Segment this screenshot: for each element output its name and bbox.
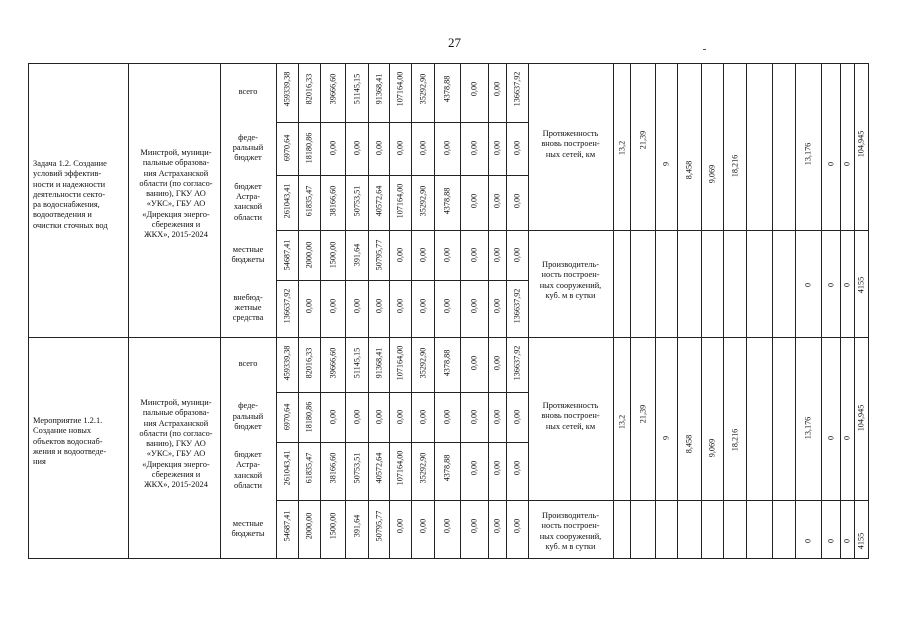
capacity-value: 4155 [856,276,866,294]
col-rule [488,337,489,558]
funding-value: 0,00 [328,409,337,425]
funding-value: 107164,00 [395,450,405,486]
budget-table [28,63,868,558]
length-value: 13,2 [617,414,626,430]
funding-value: 0,00 [512,409,522,425]
col-rule [821,63,822,337]
funding-value: 0,00 [469,81,479,97]
funding-category-vsego: всего [238,87,258,97]
funding-value: 82016,33 [304,73,314,105]
funding-value: 107164,00 [395,345,405,381]
funding-row-rule [276,122,528,123]
funding-value: 2000,00 [304,241,314,269]
col-rule [655,63,656,337]
indicator-divider [528,500,868,501]
funding-value: 40572,64 [374,185,383,217]
funding-value: 0,00 [374,409,383,425]
funding-value: 51145,15 [352,73,361,105]
funding-value: 0,00 [469,460,479,476]
indicator-divider [528,230,868,231]
funding-category-federal: феде- ральный бюджет [232,132,264,163]
funding-value: 0,00 [469,409,479,425]
funding-value: 0,00 [418,518,427,534]
col-rule [746,337,747,558]
funding-value: 0,00 [469,518,479,534]
funding-value: 50795,77 [374,239,383,271]
col-rule [528,337,529,558]
funding-value: 39666,60 [328,347,337,379]
col-rule [345,63,346,337]
indicator-length: Протяженность вновь построен- ных сетей, км [541,129,600,159]
col-rule [723,63,724,337]
col-rule [723,337,724,558]
col-rule [506,337,507,558]
funding-value: 0,00 [492,355,502,371]
funding-value: 0,00 [352,140,361,156]
funding-value: 6970,64 [282,134,292,162]
funding-value: 0,00 [492,193,502,209]
col-rule [128,63,129,337]
capacity-value: 0 [842,282,852,288]
funding-value: 61835,47 [304,452,314,484]
funding-value: 261043,41 [282,450,292,486]
funding-value: 54687,41 [282,510,292,542]
length-value: 9,069 [707,438,717,458]
executor-text: Минстрой, муници- пальные образова- ния Астраханской области (по согласо- ванию), ГКУ АО «УКС», ГБУ АО «Дирекция энерго- сбережения и ЖКХ», 2015-2024 [139,398,213,490]
funding-value: 0,00 [512,140,522,156]
funding-value: 2000,00 [304,512,314,540]
col-rule [411,63,412,337]
funding-value: 4378,88 [442,454,452,482]
col-rule [795,63,796,337]
funding-value: 0,00 [395,247,405,263]
col-rule [701,337,702,558]
funding-value: 91368,41 [374,347,383,379]
col-rule [298,63,299,337]
funding-value: 0,00 [492,460,502,476]
col-rule [506,63,507,337]
funding-value: 136637,92 [282,288,292,324]
funding-value: 0,00 [395,518,405,534]
funding-value: 91368,41 [374,73,383,105]
indicator-capacity: Производитель- ность построен- ных сооружений, куб. м в сутки [539,260,602,300]
col-rule [854,63,855,337]
funding-value: 40572,64 [374,452,383,484]
funding-value: 82016,33 [304,347,314,379]
funding-value: 136637,92 [512,345,522,381]
col-rule [320,63,321,337]
col-rule [276,337,277,558]
funding-value: 0,00 [328,298,337,314]
funding-value: 4378,88 [442,349,452,377]
executor-text: Минстрой, муници- пальные образова- ния Астраханской области (по согласо- ванию), ГКУ АО «УКС», ГБУ АО «Дирекция энерго- сбережения и ЖКХ», 2015-2024 [139,148,213,240]
funding-value: 0,00 [512,518,522,534]
funding-value: 0,00 [395,298,405,314]
funding-category-vsego: всего [238,359,258,369]
funding-value: 35292,90 [418,185,427,217]
funding-value: 39666,60 [328,73,337,105]
funding-value: 107164,00 [395,183,405,219]
funding-value: 4378,88 [442,187,452,215]
funding-value: 0,00 [469,298,479,314]
col-rule [220,63,221,337]
funding-value: 18180,86 [304,132,314,164]
col-rule [434,337,435,558]
funding-row-rule [276,63,528,64]
funding-value: 0,00 [469,247,479,263]
funding-value: 51145,15 [352,347,361,379]
funding-value: 0,00 [418,247,427,263]
funding-value: 1500,00 [328,512,337,540]
funding-value: 0,00 [442,409,452,425]
task-name: Задача 1.2. Создание условий эффектив- ности и надежности деятельности секто- ра водоснабжения, водоотведения и очистки сточных вод [33,159,108,230]
capacity-value: 0 [826,282,835,288]
length-value: 9,069 [707,164,717,184]
indicator-capacity: Производитель- ность построен- ных сооружений, куб. м в сутки [539,511,602,551]
funding-value: 0,00 [418,140,427,156]
funding-row-rule [276,337,528,338]
col-rule [488,63,489,337]
length-value: 8,458 [684,434,694,454]
funding-value: 459339,38 [282,345,292,381]
funding-value: 38166,60 [328,185,337,217]
funding-value: 0,00 [418,298,427,314]
length-value: 18,216 [730,428,739,452]
funding-value: 0,00 [512,247,522,263]
funding-value: 61835,47 [304,185,314,217]
funding-value: 35292,90 [418,347,427,379]
funding-value: 50753,51 [352,452,361,484]
funding-value: 35292,90 [418,452,427,484]
col-rule [677,337,678,558]
capacity-value: 0 [842,538,852,544]
col-rule [613,63,614,337]
funding-row-rule [276,280,528,281]
funding-category-regional: бюджет Астра- ханской области [233,450,263,491]
length-value: 21,39 [638,130,647,150]
funding-value: 0,00 [512,460,522,476]
capacity-value: 0 [826,538,835,544]
funding-value: 0,00 [328,140,337,156]
funding-value: 4378,88 [442,75,452,103]
funding-row-rule [276,175,528,176]
col-rule [128,337,129,558]
funding-value: 0,00 [492,140,502,156]
funding-value: 0,00 [442,298,452,314]
funding-value: 18180,86 [304,401,314,433]
funding-value: 38166,60 [328,452,337,484]
col-rule [298,337,299,558]
col-rule [276,63,277,337]
funding-value: 0,00 [442,518,452,534]
funding-category-extra: внебюд- жетные средства [232,292,264,323]
col-rule [772,63,773,337]
col-rule [613,337,614,558]
funding-row-rule [276,230,528,231]
length-value: 13,2 [617,140,626,156]
length-value: 0 [826,435,835,441]
funding-value: 0,00 [395,140,405,156]
length-value: 13,176 [803,142,813,166]
capacity-value: 0 [803,538,813,544]
funding-value: 0,00 [469,355,479,371]
funding-value: 6970,64 [282,403,292,431]
indicator-length: Протяженность вновь построен- ных сетей, км [541,401,600,431]
funding-value: 50753,51 [352,185,361,217]
funding-value: 459339,38 [282,71,292,107]
funding-value: 0,00 [469,193,479,209]
capacity-value: 4155 [856,532,866,550]
length-value: 9 [661,161,671,167]
page-number: 27 [448,35,461,50]
funding-value: 0,00 [442,247,452,263]
funding-category-local: местные бюджеты [231,244,265,264]
funding-value: 0,00 [492,81,502,97]
col-rule [320,337,321,558]
col-rule [368,63,369,337]
length-value: 13,176 [803,416,813,440]
col-rule [411,337,412,558]
col-rule [772,337,773,558]
col-rule [220,337,221,558]
funding-value: 0,00 [442,140,452,156]
funding-value: 0,00 [512,193,522,209]
col-rule [630,337,631,558]
funding-row-rule [276,500,528,501]
col-rule [528,63,529,337]
funding-value: 136637,92 [512,71,522,107]
col-rule [655,337,656,558]
funding-value: 107164,00 [395,71,405,107]
funding-value: 0,00 [469,140,479,156]
funding-value: 0,00 [374,140,383,156]
length-value: 0 [842,161,852,167]
table-right-border [868,63,869,558]
funding-value: 0,00 [352,298,361,314]
funding-value: 0,00 [352,409,361,425]
col-rule [701,63,702,337]
length-value: 0 [842,435,852,441]
funding-value: 35292,90 [418,73,427,105]
funding-value: 0,00 [492,298,502,314]
funding-row-rule [276,558,528,559]
funding-value: 136637,92 [512,288,522,324]
length-value: 9 [661,435,671,441]
funding-category-federal: феде- ральный бюджет [232,401,264,431]
funding-value: 0,00 [492,409,502,425]
task-name: Мероприятие 1.2.1. Создание новых объектов водоснаб- жения и водоотведе- ния [33,416,107,467]
funding-value: 391,64 [352,243,361,267]
funding-category-regional: бюджет Астра- ханской области [233,181,263,222]
col-rule [389,337,390,558]
funding-value: 0,00 [395,409,405,425]
length-value: 104,945 [856,130,866,158]
funding-value: 261043,41 [282,183,292,219]
funding-category-local: местные бюджеты [231,518,265,538]
col-rule [746,63,747,337]
length-value: 0 [826,161,835,167]
funding-row-rule [276,392,528,393]
col-rule [840,63,841,337]
funding-value: 1500,00 [328,241,337,269]
col-rule [389,63,390,337]
length-value: 8,458 [684,160,694,180]
funding-value: 391,64 [352,514,361,538]
capacity-value: 0 [803,282,813,288]
funding-value: 0,00 [374,298,383,314]
col-rule [854,337,855,558]
length-value: 21,39 [638,404,647,424]
funding-value: 54687,41 [282,239,292,271]
col-rule [345,337,346,558]
col-rule [840,337,841,558]
col-rule [368,337,369,558]
funding-value: 0,00 [492,518,502,534]
funding-row-rule [276,442,528,443]
col-rule [434,63,435,337]
funding-value: 50795,77 [374,510,383,542]
table-left-border [28,63,29,558]
length-value: 104,945 [856,404,866,432]
col-rule [795,337,796,558]
col-rule [460,63,461,337]
funding-value: 0,00 [304,298,314,314]
col-rule [677,63,678,337]
scan-mark [703,49,706,50]
col-rule [821,337,822,558]
length-value: 18,216 [730,154,739,178]
col-rule [460,337,461,558]
funding-value: 0,00 [418,409,427,425]
col-rule [630,63,631,337]
funding-value: 0,00 [492,247,502,263]
